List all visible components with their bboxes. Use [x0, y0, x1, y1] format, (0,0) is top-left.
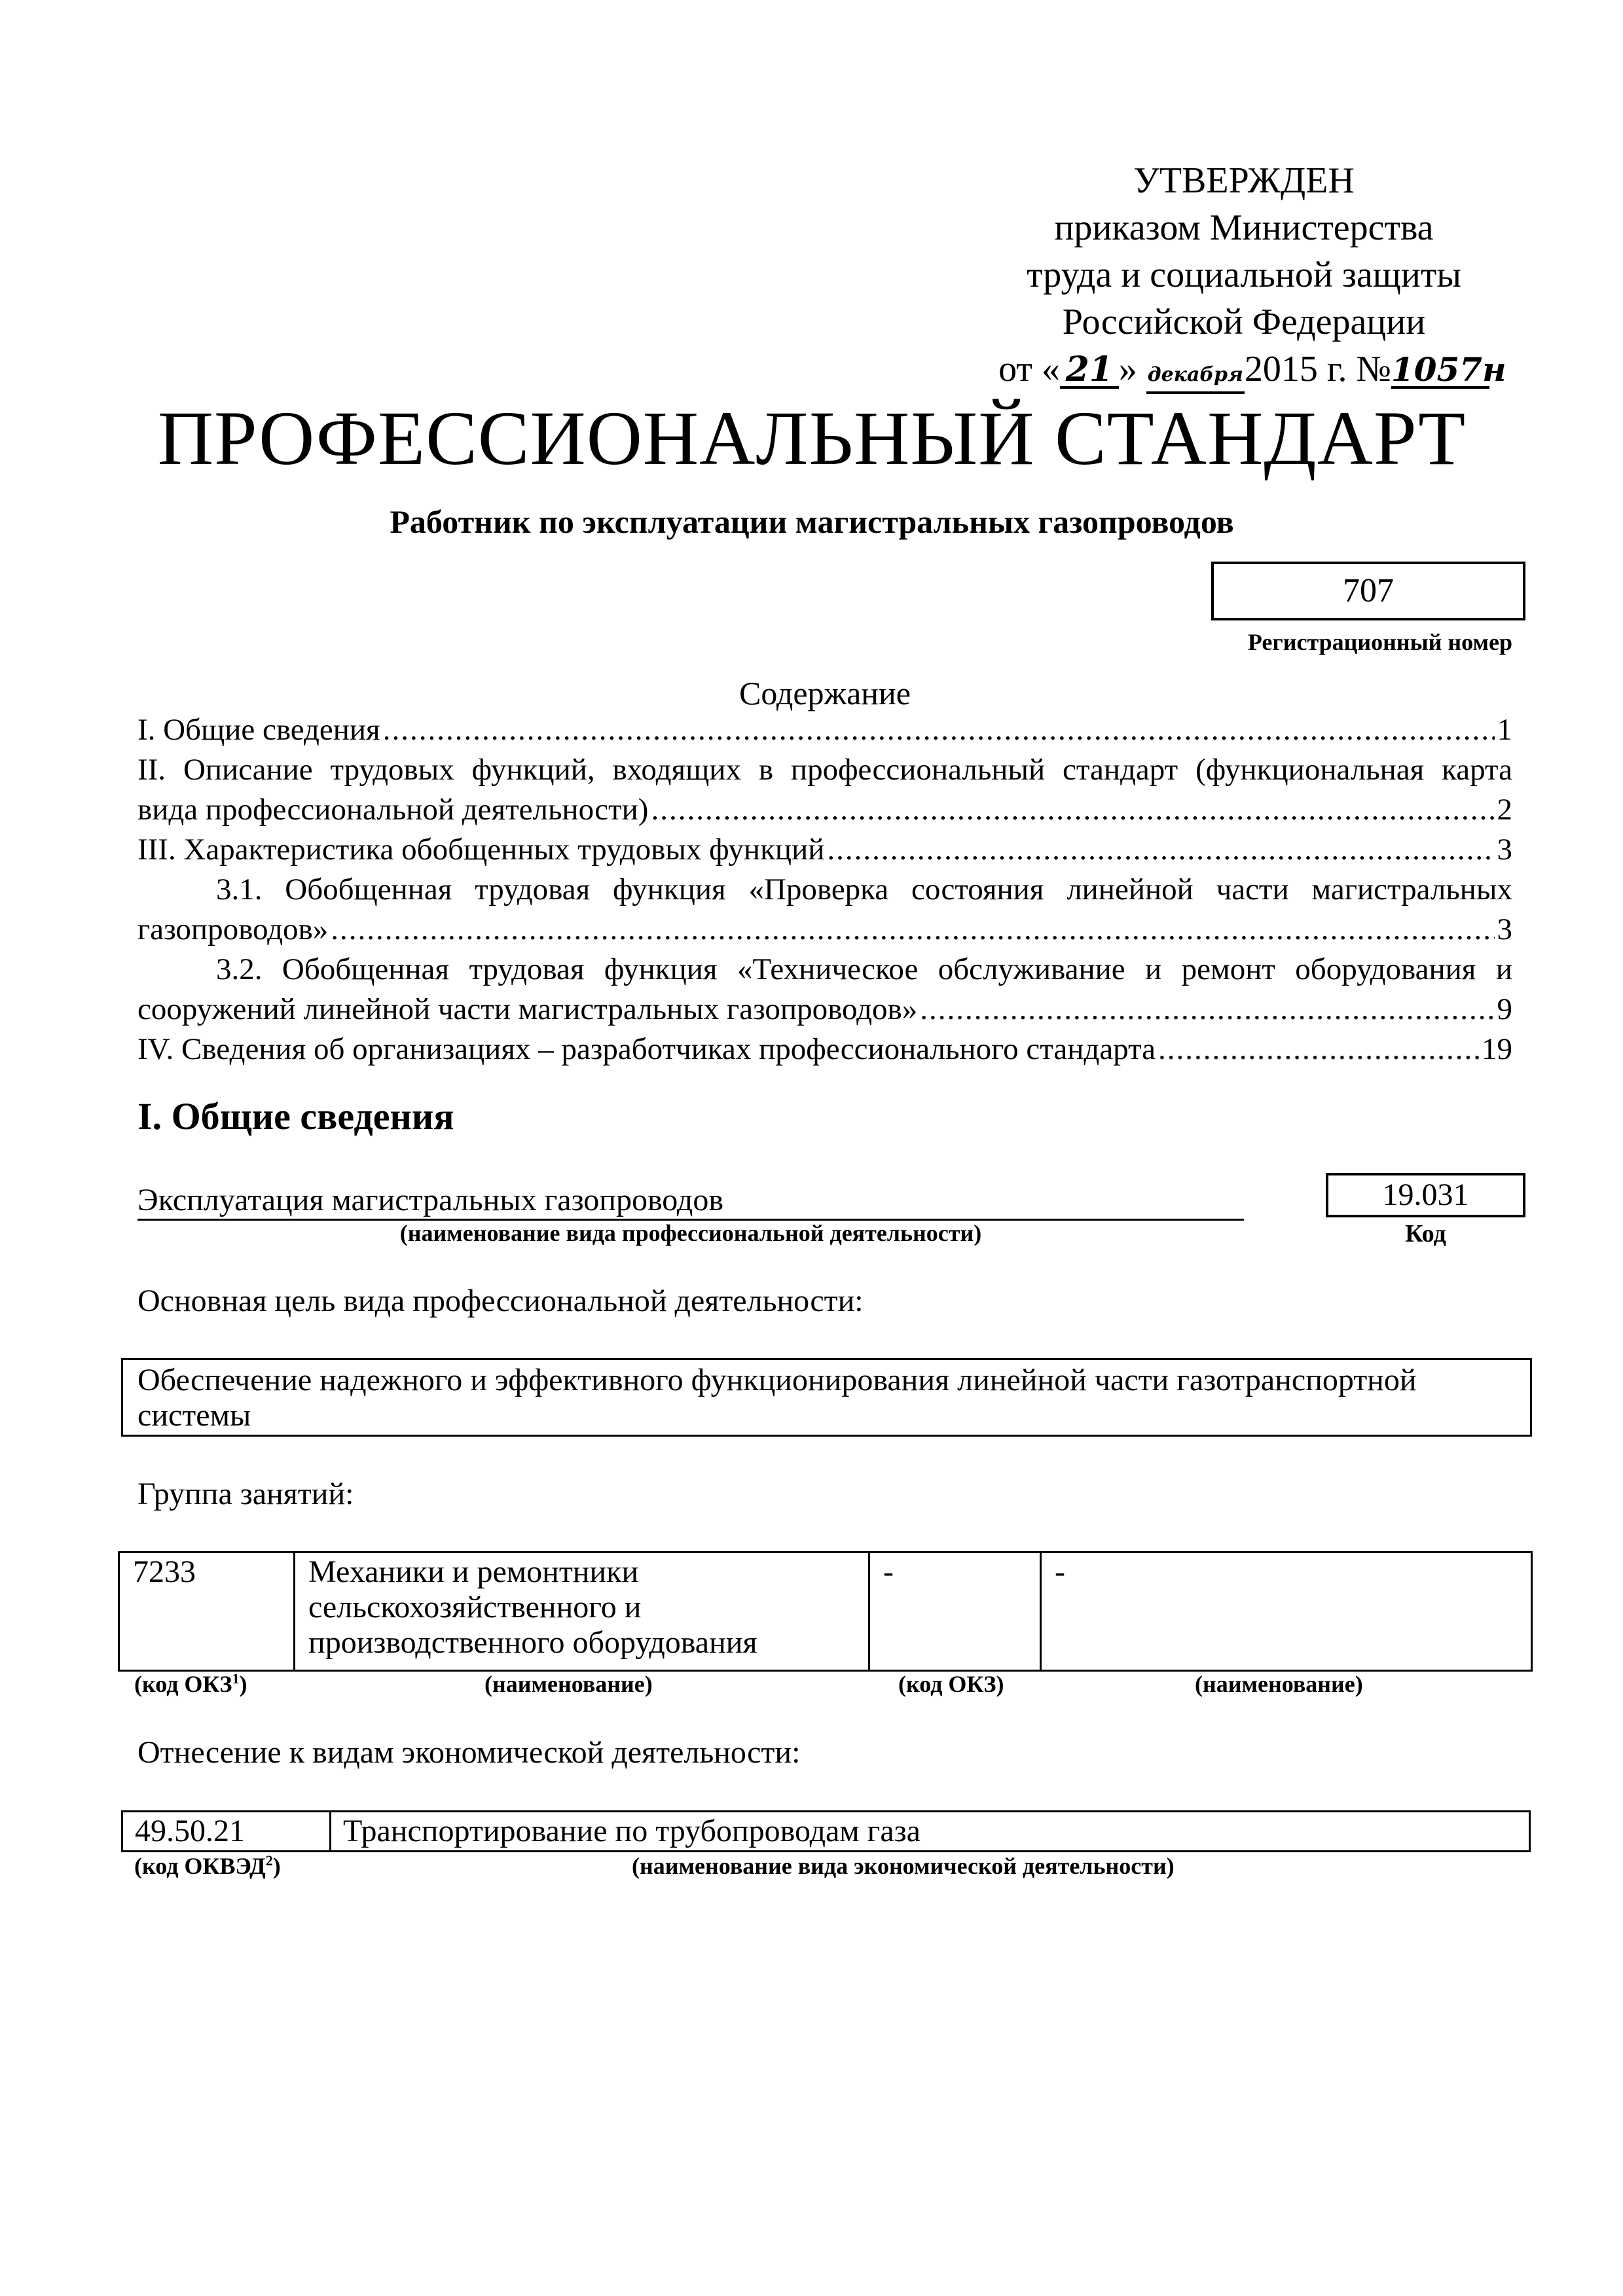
date-month-handwritten: декабря [1146, 359, 1245, 394]
toc-item-page: 3 [1497, 833, 1512, 867]
toc-item-line[interactable]: 3.1. Обобщенная трудовая функция «Проверка состояния линейной части магистральных [216, 872, 1512, 906]
table-row [122, 1812, 1530, 1852]
toc-item[interactable] [137, 1030, 1512, 1069]
toc-item-text: газопроводов» [137, 912, 329, 946]
date-prefix: от « [998, 349, 1060, 389]
order-number-handwritten: 1057н [1391, 350, 1506, 389]
name-caption: (наименование) [484, 1671, 653, 1697]
toc-item-text: сооружений линейной части магистральных газопроводов» [137, 992, 918, 1026]
name2-caption: (наименование) [1195, 1671, 1363, 1697]
section-heading: I. Общие сведения [137, 1095, 454, 1138]
caption-text: (код ОКЗ [134, 1671, 232, 1697]
toc-title: Содержание [739, 675, 911, 711]
registration-number-box: 707 [1211, 562, 1525, 620]
toc-item-text: вида профессиональной деятельности) [137, 793, 649, 827]
approval-block [949, 157, 1539, 394]
group-label: Группа занятий: [137, 1477, 354, 1511]
toc-item-page: 9 [1497, 992, 1512, 1026]
activity-caption: (наименование вида профессиональной деятельности) [399, 1220, 982, 1246]
document-title: ПРОФЕССИОНАЛЬНЫЙ СТАНДАРТ [157, 395, 1467, 481]
date-mid: » [1118, 349, 1137, 389]
footnote-ref: 1 [232, 1670, 240, 1687]
econ-label: Отнесение к видам экономической деятельности: [137, 1735, 801, 1770]
group-code-cell: 7233 [119, 1552, 295, 1671]
group-name-cell: Механики и ремонтники сельскохозяйственного и производственного оборудования [295, 1552, 869, 1671]
toc-item[interactable] [137, 830, 1512, 870]
okz-code-caption [134, 1670, 247, 1698]
group-code2-cell: - [869, 1552, 1041, 1671]
toc-item-page: 1 [1497, 713, 1512, 747]
registration-number-label: Регистрационный номер [1247, 629, 1512, 655]
table-row [119, 1552, 1532, 1671]
table-of-contents [137, 710, 1512, 1069]
document-subtitle: Работник по эксплуатации магистральных газопроводов [390, 503, 1234, 540]
toc-item[interactable] [137, 710, 1512, 750]
footnote-ref: 2 [265, 1852, 273, 1869]
toc-leader [827, 830, 1494, 870]
toc-item[interactable] [137, 910, 1512, 950]
caption-text: ) [272, 1853, 281, 1879]
date-day-handwritten: 21 [1060, 353, 1119, 389]
toc-leader [1158, 1030, 1479, 1069]
activity-code-box: 19.031 [1326, 1173, 1525, 1217]
okz-code2-caption: (код ОКЗ) [898, 1671, 1004, 1697]
goal-box: Обеспечение надежного и эффективного функционирования линейной части газотранспортной системы [121, 1358, 1532, 1437]
approval-date-line [949, 346, 1539, 394]
activity-name: Эксплуатация магистральных газопроводов [137, 1182, 1244, 1221]
approval-line-1: приказом Министерства [1054, 207, 1434, 248]
okved-name-cell: Транспортирование по трубопроводам газа [331, 1812, 1530, 1852]
okved-code-cell: 49.50.21 [122, 1812, 331, 1852]
okved-code-caption [134, 1852, 281, 1880]
toc-item-line[interactable]: II. Описание трудовых функций, входящих в профессиональный стандарт (функциональная карта [137, 753, 1512, 787]
toc-item[interactable] [137, 790, 1512, 830]
code-caption: Код [1405, 1220, 1446, 1247]
toc-item[interactable] [137, 990, 1512, 1030]
approval-line-3: Российской Федерации [1062, 302, 1426, 342]
occupation-group-table [118, 1551, 1533, 1672]
toc-leader [383, 710, 1495, 750]
toc-item-text: I. Общие сведения [137, 713, 380, 747]
caption-text: (код ОКВЭД [134, 1853, 266, 1879]
toc-leader [331, 910, 1494, 950]
toc-item-text: III. Характеристика обобщенных трудовых функций [137, 833, 825, 867]
econ-name-caption: (наименование вида экономической деятельности) [632, 1853, 1175, 1879]
toc-item-line[interactable]: 3.2. Обобщенная трудовая функция «Техническое обслуживание и ремонт оборудования и [216, 952, 1512, 986]
toc-item-page: 19 [1482, 1032, 1512, 1066]
group-name2-cell: - [1041, 1552, 1532, 1671]
goal-label: Основная цель вида профессиональной деятельности: [137, 1283, 864, 1318]
date-year: 2015 г. № [1244, 349, 1391, 389]
toc-leader [920, 990, 1494, 1030]
toc-item-page: 2 [1497, 793, 1512, 827]
toc-item-text: IV. Сведения об организациях – разработчиках профессионального стандарта [137, 1032, 1156, 1066]
approval-line-2: труда и социальной защиты [1027, 255, 1461, 295]
caption-text: ) [239, 1671, 247, 1697]
toc-item-page: 3 [1497, 912, 1512, 946]
okved-table [121, 1810, 1531, 1852]
toc-leader [651, 790, 1494, 830]
approval-title: УТВЕРЖДЕН [1133, 160, 1355, 201]
